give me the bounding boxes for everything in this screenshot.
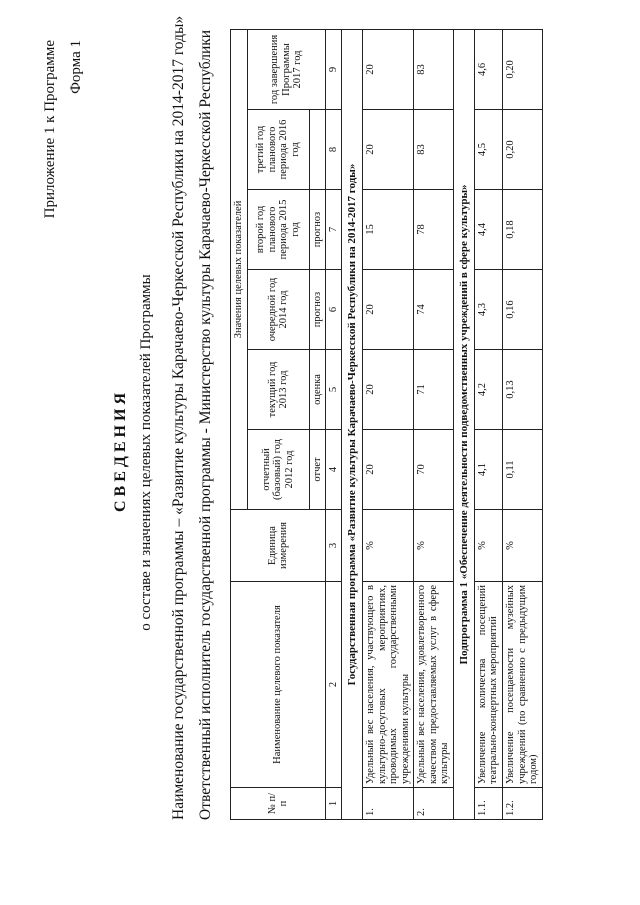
header-values: Значения целевых показателей [231,29,248,509]
header-2013: текущий год 2013 год [247,350,309,430]
row-value: 70 [414,430,454,510]
sub-2015: прогноз [309,190,326,270]
col-number: 8 [326,110,342,190]
row-name: Удельный вес населения, участвующего в культурно-досуговых мероприятиях, проводимых государственными учреждениями культуры [363,582,414,788]
row-value: 20 [363,270,414,350]
row-name: Удельный вес населения, удовлетворенного качеством предоставляемых услуг в сфере культуры [414,582,454,788]
row-value: 83 [414,110,454,190]
col-number: 5 [326,350,342,430]
col-number: 3 [326,510,342,582]
row-value: 15 [363,190,414,270]
col-number: 2 [326,582,342,788]
row-unit: % [414,510,454,582]
col-number: 4 [326,430,342,510]
row-value: 4,3 [474,270,502,350]
row-num: 2. [414,788,454,820]
col-number: 7 [326,190,342,270]
table-row [503,29,543,819]
row-value: 0,20 [503,29,543,109]
row-value: 4,2 [474,350,502,430]
program-name-line: Наименование государственной программы – «Развитие культуры Карачаево-Черкесской Республики на 2014-2017 годы» [170,15,187,820]
row-name: Увеличение посещаемости музейных учреждений (по сравнению с предыдущим годом) [503,582,543,788]
row-value: 71 [414,350,454,430]
row-value: 0,16 [503,270,543,350]
row-name: Увеличение количества посещений театрально-концертных мероприятий [474,582,502,788]
header-2015: второй год планового периода 2015 год [247,190,309,270]
col-number: 9 [326,29,342,109]
row-unit: % [503,510,543,582]
row-value: 20 [363,350,414,430]
form-label: Форма 1 [68,40,84,94]
header-2016: третий год планового периода 2016 год [247,110,309,190]
row-value: 20 [363,110,414,190]
table-row [414,29,454,819]
header-num: № п/п [231,788,326,820]
row-value: 0,20 [503,110,543,190]
row-value: 20 [363,430,414,510]
row-value: 0,11 [503,430,543,510]
row-num: 1.1. [474,788,502,820]
row-unit: % [363,510,414,582]
sub-2012: отчет [309,430,326,510]
row-value: 0,18 [503,190,543,270]
col-number: 6 [326,270,342,350]
table-row [474,29,502,819]
section-program: Государственная программа «Развитие культуры Карачаево-Черкесской Республики на 2014-2017 годы» [342,29,363,819]
sub-2016 [309,110,326,190]
section-subprogram-1: Подпрограмма 1 «Обеспечение деятельности подведомственных учреждений в сфере культуры» [453,29,474,819]
indicators-table [230,29,543,820]
header-name: Наименование целевого показателя [231,582,326,788]
row-value: 74 [414,270,454,350]
row-value: 0,13 [503,350,543,430]
sub-2014: прогноз [309,270,326,350]
row-value: 4,4 [474,190,502,270]
row-num: 1.2. [503,788,543,820]
column-number-row [326,29,342,819]
row-value: 4,5 [474,110,502,190]
appendix-label: Приложение 1 к Программе [42,40,58,219]
row-value: 78 [414,190,454,270]
row-value: 4,1 [474,430,502,510]
row-value: 4,6 [474,29,502,109]
document-subtitle: о составе и значениях целевых показателей Программы [138,274,154,631]
table-row [363,29,414,819]
header-2012: отчетный (базовый) год 2012 год [247,430,309,510]
sub-2013: оценка [309,350,326,430]
executor-line: Ответственный исполнитель государственной программы - Министерство культуры Карачаево-Черкесской Республики [197,29,214,820]
header-2017: год завершения Программы 2017 год [247,29,326,109]
header-2014: очередной год 2014 год [247,270,309,350]
row-value: 20 [363,29,414,109]
col-number: 1 [326,788,342,820]
row-value: 83 [414,29,454,109]
header-unit: Единица измерения [231,510,326,582]
row-unit: % [474,510,502,582]
row-num: 1. [363,788,414,820]
document-title: С В Е Д Е Н И Я [112,392,129,513]
